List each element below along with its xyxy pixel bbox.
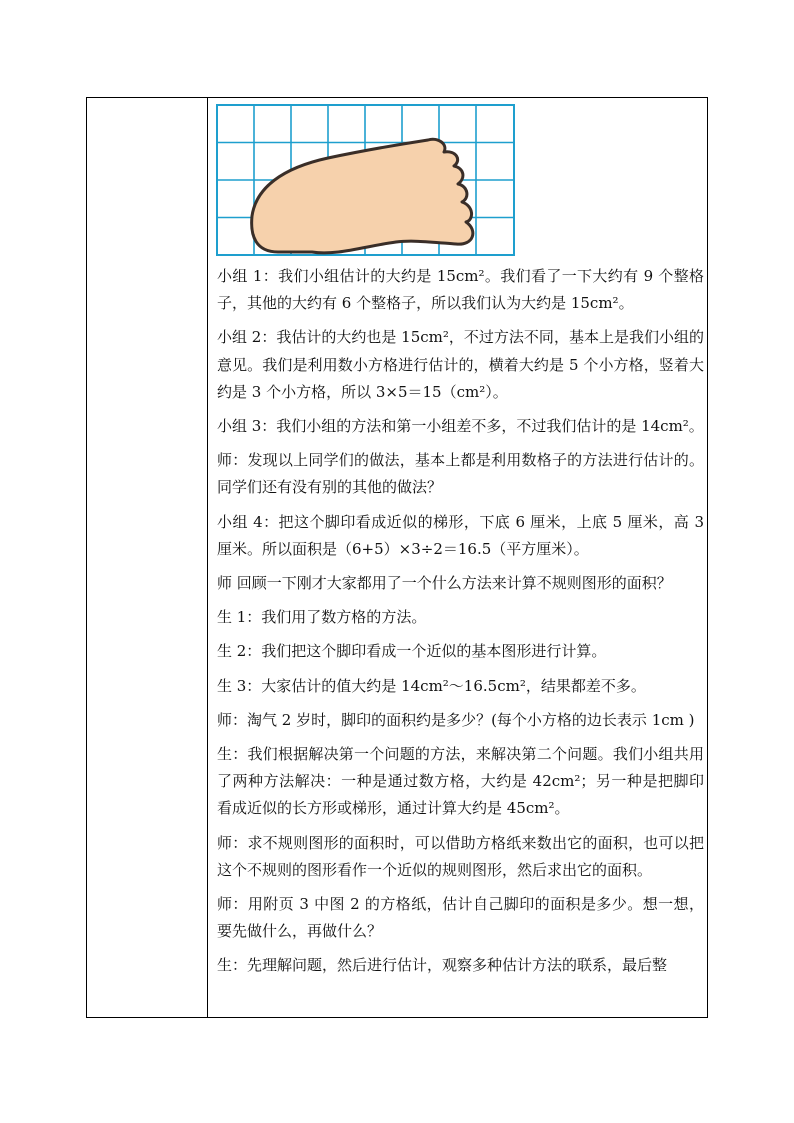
paragraph: 小组 2：我估计的大约也是 15cm²，不过方法不同，基本上是我们小组的意见。我们是利用数小方格进行估计的，横着大约是 5 个小方格，竖着大约是 3 个小方格，所以 3×5＝15（cm²）。 (217, 328, 704, 401)
paragraph: 生 3：大家估计的值大约是 14cm²～16.5cm²，结果都差不多。 (217, 676, 646, 695)
lesson-text (217, 263, 704, 980)
paragraph: 师：求不规则图形的面积时，可以借助方格纸来数出它的面积，也可以把这个不规则的图形看作一个近似的规则图形，然后求出它的面积。 (217, 833, 704, 879)
paragraph: 小组 1：我们小组估计的大约是 15cm²。我们看了一下大约有 9 个整格子，其他的大约有 6 个整格子，所以我们认为大约是 15cm²。 (217, 267, 704, 313)
table-right-cell (208, 98, 707, 1017)
lesson-table (86, 97, 708, 1018)
footprint-grid-figure (216, 104, 516, 256)
paragraph: 小组 3：我们小组的方法和第一小组差不多，不过我们估计的是 14cm²。 (217, 417, 704, 436)
table-left-cell (87, 98, 208, 1017)
paragraph: 小组 4：把这个脚印看成近似的梯形，下底 6 厘米，上底 5 厘米，高 3 厘米。所以面积是（6+5）×3÷2＝16.5（平方厘米）。 (217, 512, 704, 558)
paragraph: 师：发现以上同学们的做法，基本上都是利用数格子的方法进行估计的。同学们还有没有别的其他的做法？ (217, 451, 704, 497)
paragraph: 生 2：我们把这个脚印看成一个近似的基本图形进行计算。 (217, 642, 607, 661)
paragraph: 师：淘气 2 岁时，脚印的面积约是多少？(每个小方格的边长表示 1cm ) (217, 710, 695, 729)
paragraph: 生：先理解问题，然后进行估计，观察多种估计方法的联系，最后整 (217, 956, 668, 975)
paragraph: 师 回顾一下刚才大家都用了一个什么方法来计算不规则图形的面积？ (217, 574, 672, 593)
paragraph: 生 1：我们用了数方格的方法。 (217, 608, 427, 627)
paragraph: 师：用附页 3 中图 2 的方格纸，估计自己脚印的面积是多少。想一想，要先做什么，再做什么？ (217, 895, 704, 941)
paragraph: 生：我们根据解决第一个问题的方法，来解决第二个问题。我们小组共用了两种方法解决：一种是通过数方格，大约是 42cm²；另一种是把脚印看成近似的长方形或梯形，通过计算大约是 45cm²。 (217, 745, 704, 818)
